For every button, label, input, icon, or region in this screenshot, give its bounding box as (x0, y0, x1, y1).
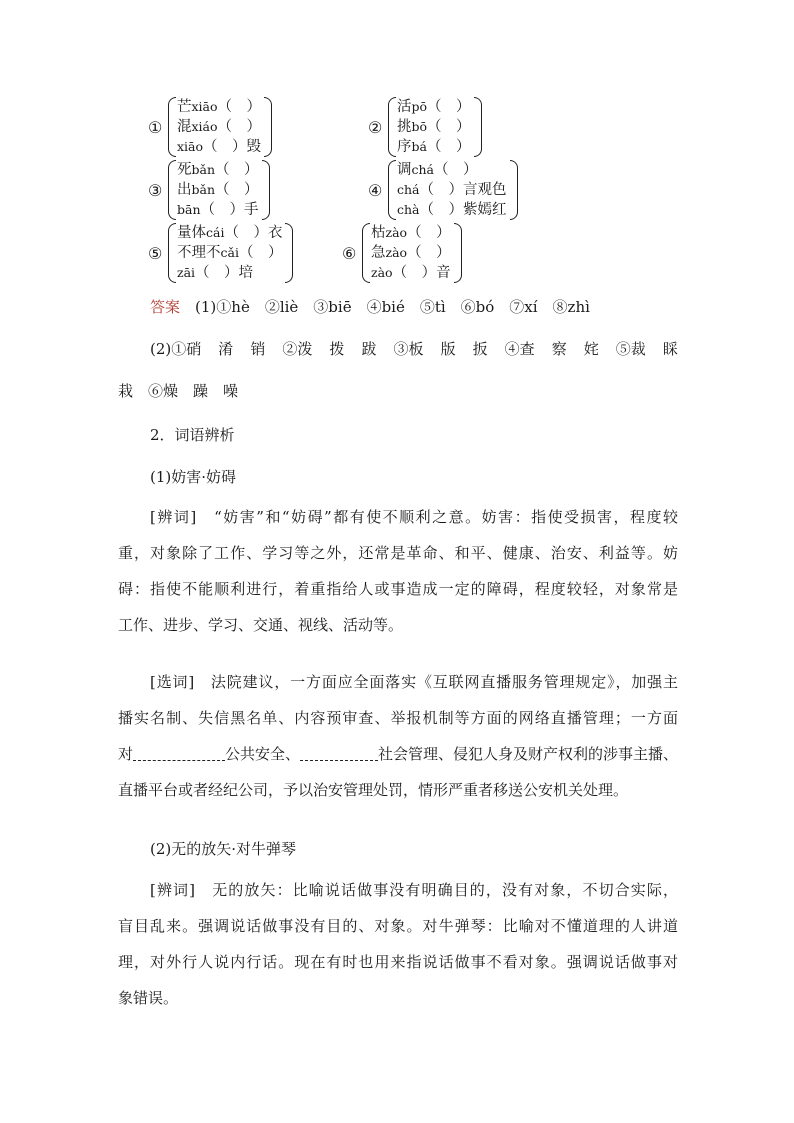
group-number: ⑤ (148, 243, 163, 263)
left-brace (362, 223, 370, 283)
pinyin-item: 序bá（ ） (397, 139, 471, 155)
answer-char: ③板 (393, 340, 424, 358)
answer-char: 扳 (472, 340, 488, 358)
fill-blank-2[interactable] (300, 746, 378, 761)
answer-part1: (1)①hè ②liè ③biē ④bié ⑤tì ⑥bó ⑦xí ⑧zhì (195, 298, 590, 316)
answer-char: 睬 (662, 340, 678, 358)
para-line: 重，对象除了工作、学习等之外，还常是革命、和平、健康、治安、利益等。妨 (118, 544, 678, 562)
pinyin-item: chà（ ）紫嫣红 (397, 202, 507, 218)
subheading-2: (2)无的放矢·对牛弹琴 (150, 840, 297, 858)
pinyin-item: 量体cái（ ）衣 (177, 225, 283, 241)
para-line-with-blanks (118, 736, 678, 772)
paragraph-bianci-2 (118, 872, 678, 1016)
pinyin-item: zāi（ ）培 (177, 265, 254, 281)
pinyin-item: chá（ ）言观色 (397, 182, 507, 198)
pinyin-item: 不理不cǎi（ ） (177, 245, 283, 261)
para-line: 播实名制、失信黑名单、内容预审查、举报机制等方面的网络直播管理；一方面 (118, 709, 678, 727)
brace-group-5 (148, 223, 293, 283)
answer-char: ②泼 (282, 340, 313, 358)
section-heading: 2．词语辨析 (150, 426, 235, 444)
pinyin-item: 芒xiāo（ ） (177, 99, 262, 115)
paragraph-xuanci (118, 664, 678, 808)
para-line: [辨词] “妨害”和“妨碍”都有使不顺利之意。妨害：指使受损害，程度较 (150, 508, 678, 526)
answer-char: 版 (440, 340, 456, 358)
answer-char: 姹 (583, 340, 599, 358)
answer-line-1 (150, 296, 590, 317)
left-brace (388, 160, 396, 220)
group-number: ① (148, 117, 163, 137)
group-number: ② (368, 117, 383, 137)
answer-char: 拨 (329, 340, 345, 358)
brace-group-1 (148, 97, 272, 157)
text-gonggong: 公共安全、 (225, 745, 301, 763)
brace-group-3 (148, 160, 270, 220)
answer-char: ⑤裁 (615, 340, 646, 358)
brace-group-2 (368, 97, 482, 157)
brace-group-6 (342, 223, 462, 283)
para-line: 盲目乱来。强调说话做事没有目的、对象。对牛弹琴：比喻对不懂道理的人讲道 (118, 917, 678, 935)
para-line: 碍：指使不能顺利进行，着重指给人或事造成一定的障碍，程度较轻，对象常是 (118, 580, 678, 598)
answer-char: 销 (250, 340, 266, 358)
group-number: ④ (368, 180, 383, 200)
answer-char: 察 (551, 340, 567, 358)
right-brace (262, 160, 270, 220)
brace-group-4 (368, 160, 518, 220)
right-brace (510, 160, 518, 220)
subheading-1: (1)妨害·妨碍 (150, 468, 237, 486)
pinyin-item: 急zào（ ） (371, 245, 451, 261)
para-line: 理，对外行人说内行话。现在有时也用来指说话做事不看对象。强调说话做事对 (118, 953, 678, 971)
left-brace (168, 97, 176, 157)
answer-part2-row (150, 338, 678, 359)
group-number: ⑥ (342, 243, 357, 263)
para-line: 直播平台或者经纪公司，予以治安管理处罚，情形严重者移送公安机关处理。 (118, 781, 629, 799)
right-brace (474, 97, 482, 157)
text-dui: 对 (118, 745, 134, 763)
pinyin-item: xiāo（ ）毁 (177, 139, 262, 155)
answer-char: 跋 (361, 340, 377, 358)
pinyin-item: 活pō（ ） (397, 99, 471, 115)
pinyin-item: zào（ ）音 (371, 265, 451, 281)
pinyin-item: 死bǎn（ ） (177, 162, 259, 178)
answer-char: ④查 (504, 340, 535, 358)
para-line: 工作、进步、学习、交通、视线、活动等。 (118, 616, 404, 634)
answer-char: (2)①硝 (150, 340, 202, 358)
pinyin-item: 枯zào（ ） (371, 225, 451, 241)
pinyin-item: 调chá（ ） (397, 162, 478, 178)
right-brace (264, 97, 272, 157)
fill-blank-1[interactable] (133, 746, 225, 761)
answer-part2-tail: 栽 ⑥燥 躁 噪 (118, 382, 239, 400)
text-shehui: 社会管理、侵犯人身及财产权利的涉事主播、 (378, 745, 679, 763)
pinyin-item: 挑bō（ ） (397, 119, 471, 135)
para-line: [选词] 法院建议，一方面应全面落实《互联网直播服务管理规定》，加强主 (150, 673, 678, 691)
paragraph-bianci-1 (118, 499, 678, 643)
right-brace (285, 223, 293, 283)
answer-label: 答案 (150, 298, 181, 316)
left-brace (168, 160, 176, 220)
left-brace (388, 97, 396, 157)
para-line: 象错误。 (118, 989, 179, 1007)
para-line: [辨词] 无的放矢：比喻说话做事没有明确目的，没有对象，不切合实际， (150, 881, 678, 899)
left-brace (168, 223, 176, 283)
group-number: ③ (148, 180, 163, 200)
pinyin-item: 出bǎn（ ） (177, 182, 259, 198)
pinyin-item: 混xiáo（ ） (177, 119, 262, 135)
right-brace (454, 223, 462, 283)
answer-char: 淆 (218, 340, 234, 358)
pinyin-item: bān（ ）手 (177, 202, 259, 218)
